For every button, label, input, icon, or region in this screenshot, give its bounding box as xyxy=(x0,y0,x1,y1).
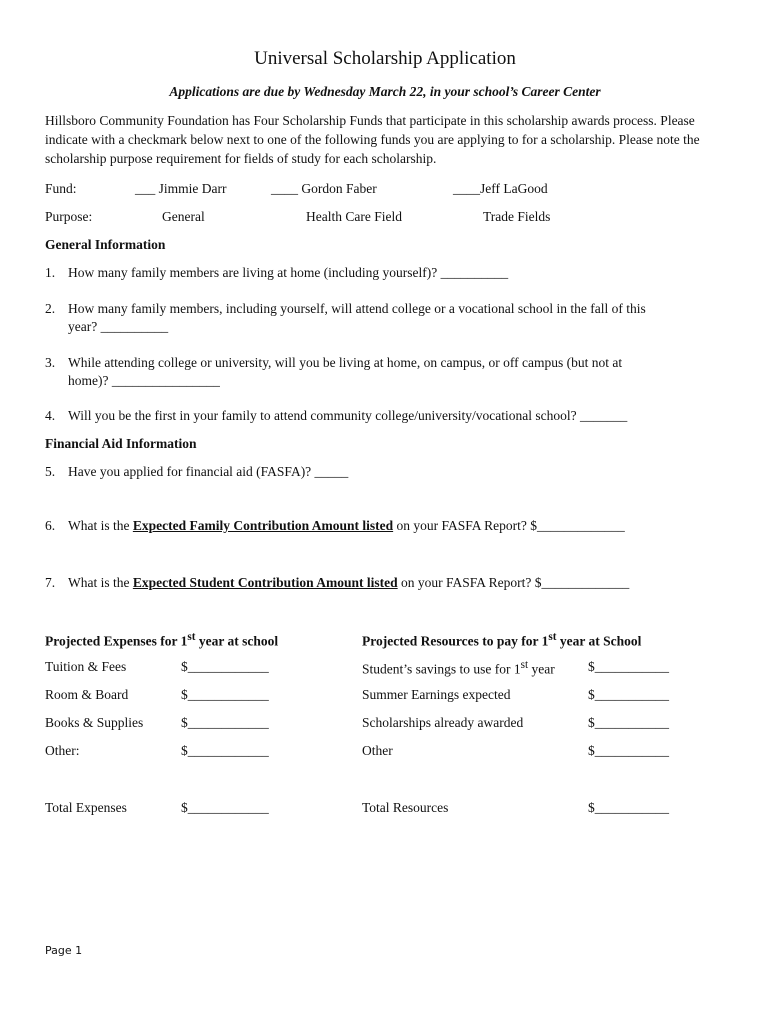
question-text: How many family members are living at home (including yourself)? __________ xyxy=(68,265,509,280)
resource-label-scholarships: Scholarships already awarded xyxy=(362,715,524,730)
resource-label-ordinal: st xyxy=(520,659,529,671)
total-resources-field[interactable]: $___________ xyxy=(588,800,669,815)
expense-label-tuition: Tuition & Fees xyxy=(45,659,127,674)
resources-heading-ordinal: st xyxy=(548,631,557,643)
fund-name: Gordon Faber xyxy=(301,181,377,196)
purpose-health-care: Health Care Field xyxy=(306,209,402,224)
resources-heading xyxy=(362,631,641,650)
question-number: 7. xyxy=(45,575,56,590)
expense-label-other: Other: xyxy=(45,743,80,758)
resource-field-other[interactable]: $___________ xyxy=(588,743,669,758)
fund-checkmark-blank[interactable]: ____ xyxy=(453,181,480,196)
question-5[interactable] xyxy=(45,464,348,480)
fund-checkmark-blank[interactable]: ___ xyxy=(135,181,156,196)
resources-heading-text-end: year at School xyxy=(556,633,642,649)
question-7[interactable] xyxy=(45,575,629,591)
fund-name: Jimmie Darr xyxy=(158,181,227,196)
question-number: 6. xyxy=(45,518,56,533)
fund-option-jimmie-darr[interactable] xyxy=(135,181,226,197)
question-text-end: on your FASFA Report? $_____________ xyxy=(393,518,625,533)
purpose-label: Purpose: xyxy=(45,209,93,224)
intro-paragraph: Hillsboro Community Foundation has Four Scholarship Funds that participate in this scholarship awards process. Please indicate with a checkmark below next to one of the following funds you are applying to for a scholarship. Please note the scholarship purpose requirement for fields of study for each scholarship. xyxy=(45,113,700,166)
question-text: How many family members, including yourself, will attend college or a vocational school in the fall of this xyxy=(68,301,646,316)
resources-heading-text: Projected Resources to pay for 1 xyxy=(362,633,549,649)
total-resources-label: Total Resources xyxy=(362,800,449,815)
page-number: Page 1 xyxy=(45,944,83,957)
question-number: 2. xyxy=(45,301,56,316)
question-emphasis: Expected Student Contribution Amount listed xyxy=(132,575,398,590)
expenses-heading-text-end: year at school xyxy=(195,633,279,649)
question-text-end: on your FASFA Report? $_____________ xyxy=(397,575,630,590)
fund-checkmark-blank[interactable]: ____ xyxy=(271,181,298,196)
expense-field-other[interactable]: $____________ xyxy=(181,743,269,758)
page-title: Universal Scholarship Application xyxy=(254,48,516,69)
fund-name: Jeff LaGood xyxy=(480,181,548,196)
fund-option-jeff-lagood[interactable] xyxy=(453,181,548,197)
expense-label-books: Books & Supplies xyxy=(45,715,144,730)
question-text: Will you be the first in your family to attend community college/university/vocational school? _______ xyxy=(68,408,628,423)
resource-field-scholarships[interactable]: $___________ xyxy=(588,715,669,730)
question-number: 5. xyxy=(45,464,56,479)
expenses-heading-text: Projected Expenses for 1 xyxy=(45,633,188,649)
question-2-continued[interactable]: year? __________ xyxy=(68,319,169,334)
question-text: Have you applied for financial aid (FASFA)? _____ xyxy=(68,464,349,479)
resource-label-summer: Summer Earnings expected xyxy=(362,687,511,702)
resource-label-text-end: year xyxy=(528,661,555,677)
question-3-continued[interactable]: home)? ________________ xyxy=(68,373,220,388)
question-number: 3. xyxy=(45,355,56,370)
question-text: What is the xyxy=(68,518,133,533)
expense-field-books[interactable]: $____________ xyxy=(181,715,269,730)
due-date-subtitle: Applications are due by Wednesday March 22, in your school’s Career Center xyxy=(169,84,601,99)
question-number: 4. xyxy=(45,408,56,423)
fund-label: Fund: xyxy=(45,181,77,196)
question-text: While attending college or university, will you be living at home, on campus, or off campus (but not at xyxy=(68,355,623,370)
question-number: 1. xyxy=(45,265,56,280)
question-text: What is the xyxy=(68,575,133,590)
resource-label-text: Student’s savings to use for 1 xyxy=(362,661,521,677)
purpose-general: General xyxy=(162,209,205,224)
question-1[interactable] xyxy=(45,265,508,281)
question-2[interactable] xyxy=(45,301,646,317)
expenses-heading xyxy=(45,631,278,650)
resource-label-other: Other xyxy=(362,743,393,758)
resource-label-savings xyxy=(362,659,555,678)
resource-field-summer[interactable]: $___________ xyxy=(588,687,669,702)
general-info-heading: General Information xyxy=(45,237,166,252)
question-emphasis: Expected Family Contribution Amount listed xyxy=(132,518,394,533)
question-4[interactable] xyxy=(45,408,627,424)
question-3[interactable] xyxy=(45,355,622,371)
expense-label-room-board: Room & Board xyxy=(45,687,129,702)
purpose-trade: Trade Fields xyxy=(483,209,551,224)
resource-field-savings[interactable]: $___________ xyxy=(588,659,669,674)
financial-aid-heading: Financial Aid Information xyxy=(45,436,197,451)
expense-field-room-board[interactable]: $____________ xyxy=(181,687,269,702)
total-expenses-field[interactable]: $____________ xyxy=(181,800,269,815)
question-6[interactable] xyxy=(45,518,625,534)
fund-option-gordon-faber[interactable] xyxy=(271,181,377,197)
total-expenses-label: Total Expenses xyxy=(45,800,127,815)
expense-field-tuition[interactable]: $____________ xyxy=(181,659,269,674)
expenses-heading-ordinal: st xyxy=(187,631,196,643)
